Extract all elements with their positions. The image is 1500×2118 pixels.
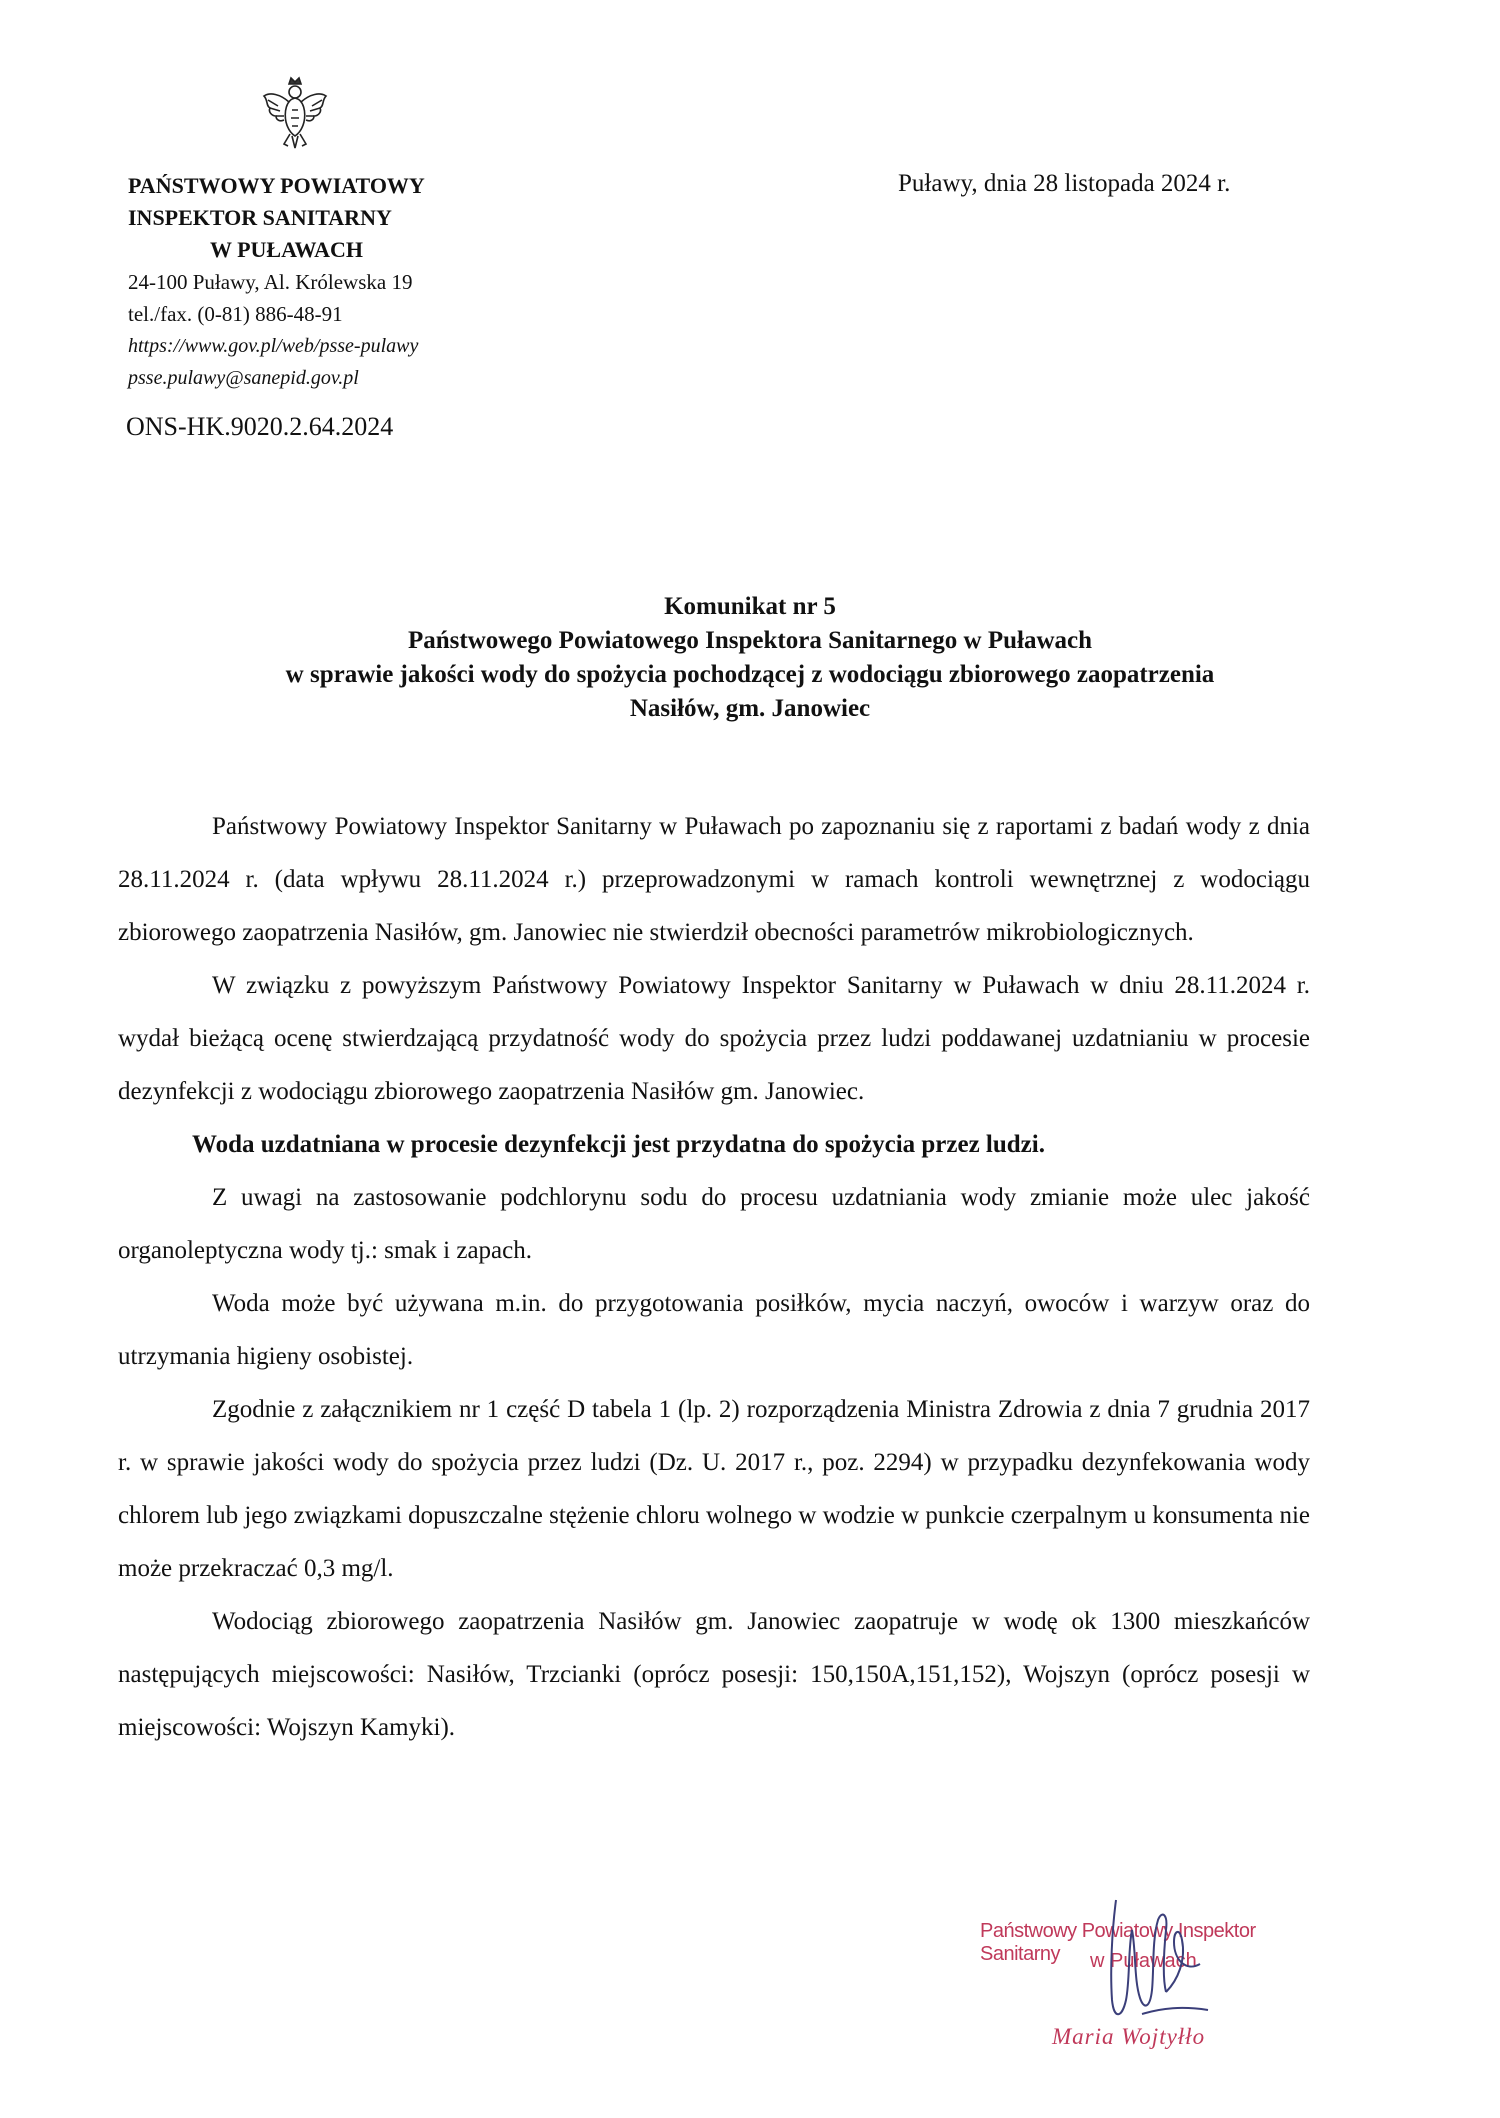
paragraph-5: Woda może być używana m.in. do przygotowania posiłków, mycia naczyń, owoców i warzyw oraz do utrzymania higieny osobistej.: [118, 1290, 1310, 1370]
stamp-line1: Państwowy Powiatowy Inspektor Sanitarny: [980, 1920, 1256, 1965]
polish-eagle-icon: [262, 76, 328, 150]
stamp-line2: w Puławach: [1090, 1950, 1197, 1972]
stamp-signatory: Maria Wojtyłło: [1052, 2024, 1206, 2049]
paragraph-6: Zgodnie z załącznikiem nr 1 część D tabela 1 (lp. 2) rozporządzenia Ministra Zdrowia z dnia 7 grudnia 2017 r. w sprawie jakości wody do spożycia przez ludzi (Dz. U. 2017 r., poz. 2294) w przypadku dezynfekowania wody chlorem lub jego związkami dopuszczalne stężenie chloru wolnego w wodzie w punkcie czerpalnym u konsumenta nie może przekraczać 0,3 mg/l.: [118, 1396, 1310, 1582]
paragraph-7: Wodociąg zbiorowego zaopatrzenia Nasiłów gm. Janowiec zaopatruje w wodę ok 1300 mieszkańców następujących miejscowości: Nasiłów, Trzcianki (oprócz posesji: 150,150A,151,152), Wojszyn (oprócz posesji w miejscowości: Wojszyn Kamyki).: [118, 1608, 1310, 1741]
paragraph-4: Z uwagi na zastosowanie podchlorynu sodu do procesu uzdatniania wody zmianie może ulec jakość organoleptyczna wody tj.: smak i zapach.: [118, 1184, 1310, 1264]
issuer-name-line1: PAŃSTWOWY POWIATOWY: [128, 173, 425, 198]
document-body: [118, 800, 1310, 1754]
issuer-name-line2: INSPEKTOR SANITARNY: [128, 205, 392, 230]
issuer-email[interactable]: psse.pulawy@sanepid.gov.pl: [128, 367, 359, 389]
issuer-phone: tel./fax. (0-81) 886-48-91: [128, 302, 343, 326]
title-line3: w sprawie jakości wody do spożycia pochodzącej z wodociągu zbiorowego zaopatrzenia: [285, 661, 1215, 688]
paragraph-3-conclusion: Woda uzdatniana w procesie dezynfekcji jest przydatna do spożycia przez ludzi.: [192, 1131, 1045, 1158]
issuer-address: 24-100 Puławy, Al. Królewska 19: [128, 270, 413, 294]
title-line4: Nasiłów, gm. Janowiec: [629, 695, 871, 722]
title-line2: Państwowego Powiatowego Inspektora Sanitarnego w Puławach: [407, 627, 1093, 654]
document-title: [100, 590, 1400, 726]
issuer-name: [128, 170, 508, 266]
paragraph-1: Państwowy Powiatowy Inspektor Sanitarny w Puławach po zapoznaniu się z raportami z badań wody z dnia 28.11.2024 r. (data wpływu 28.11.2024 r.) przeprowadzonymi w ramach kontroli wewnętrznej z wodociągu zbiorowego zaopatrzenia Nasiłów, gm. Janowiec nie stwierdził obecności parametrów mikrobiologicznych.: [118, 813, 1310, 946]
document-date: Puławy, dnia 28 listopada 2024 r.: [898, 170, 1231, 197]
issuer-name-line3: W PUŁAWACH: [210, 237, 364, 262]
handwritten-signature: [1082, 1880, 1222, 2030]
issuer-website[interactable]: https://www.gov.pl/web/psse-pulawy: [128, 335, 419, 357]
reference-number: ONS-HK.9020.2.64.2024: [126, 412, 394, 441]
paragraph-2: W związku z powyższym Państwowy Powiatowy Inspektor Sanitarny w Puławach w dniu 28.11.2024 r. wydał bieżącą ocenę stwierdzającą przydatność wody do spożycia przez ludzi poddawanej uzdatnianiu w procesie dezynfekcji z wodociągu zbiorowego zaopatrzenia Nasiłów gm. Janowiec.: [118, 972, 1310, 1105]
title-line1: Komunikat nr 5: [664, 593, 836, 620]
issuer-block: [128, 170, 508, 394]
